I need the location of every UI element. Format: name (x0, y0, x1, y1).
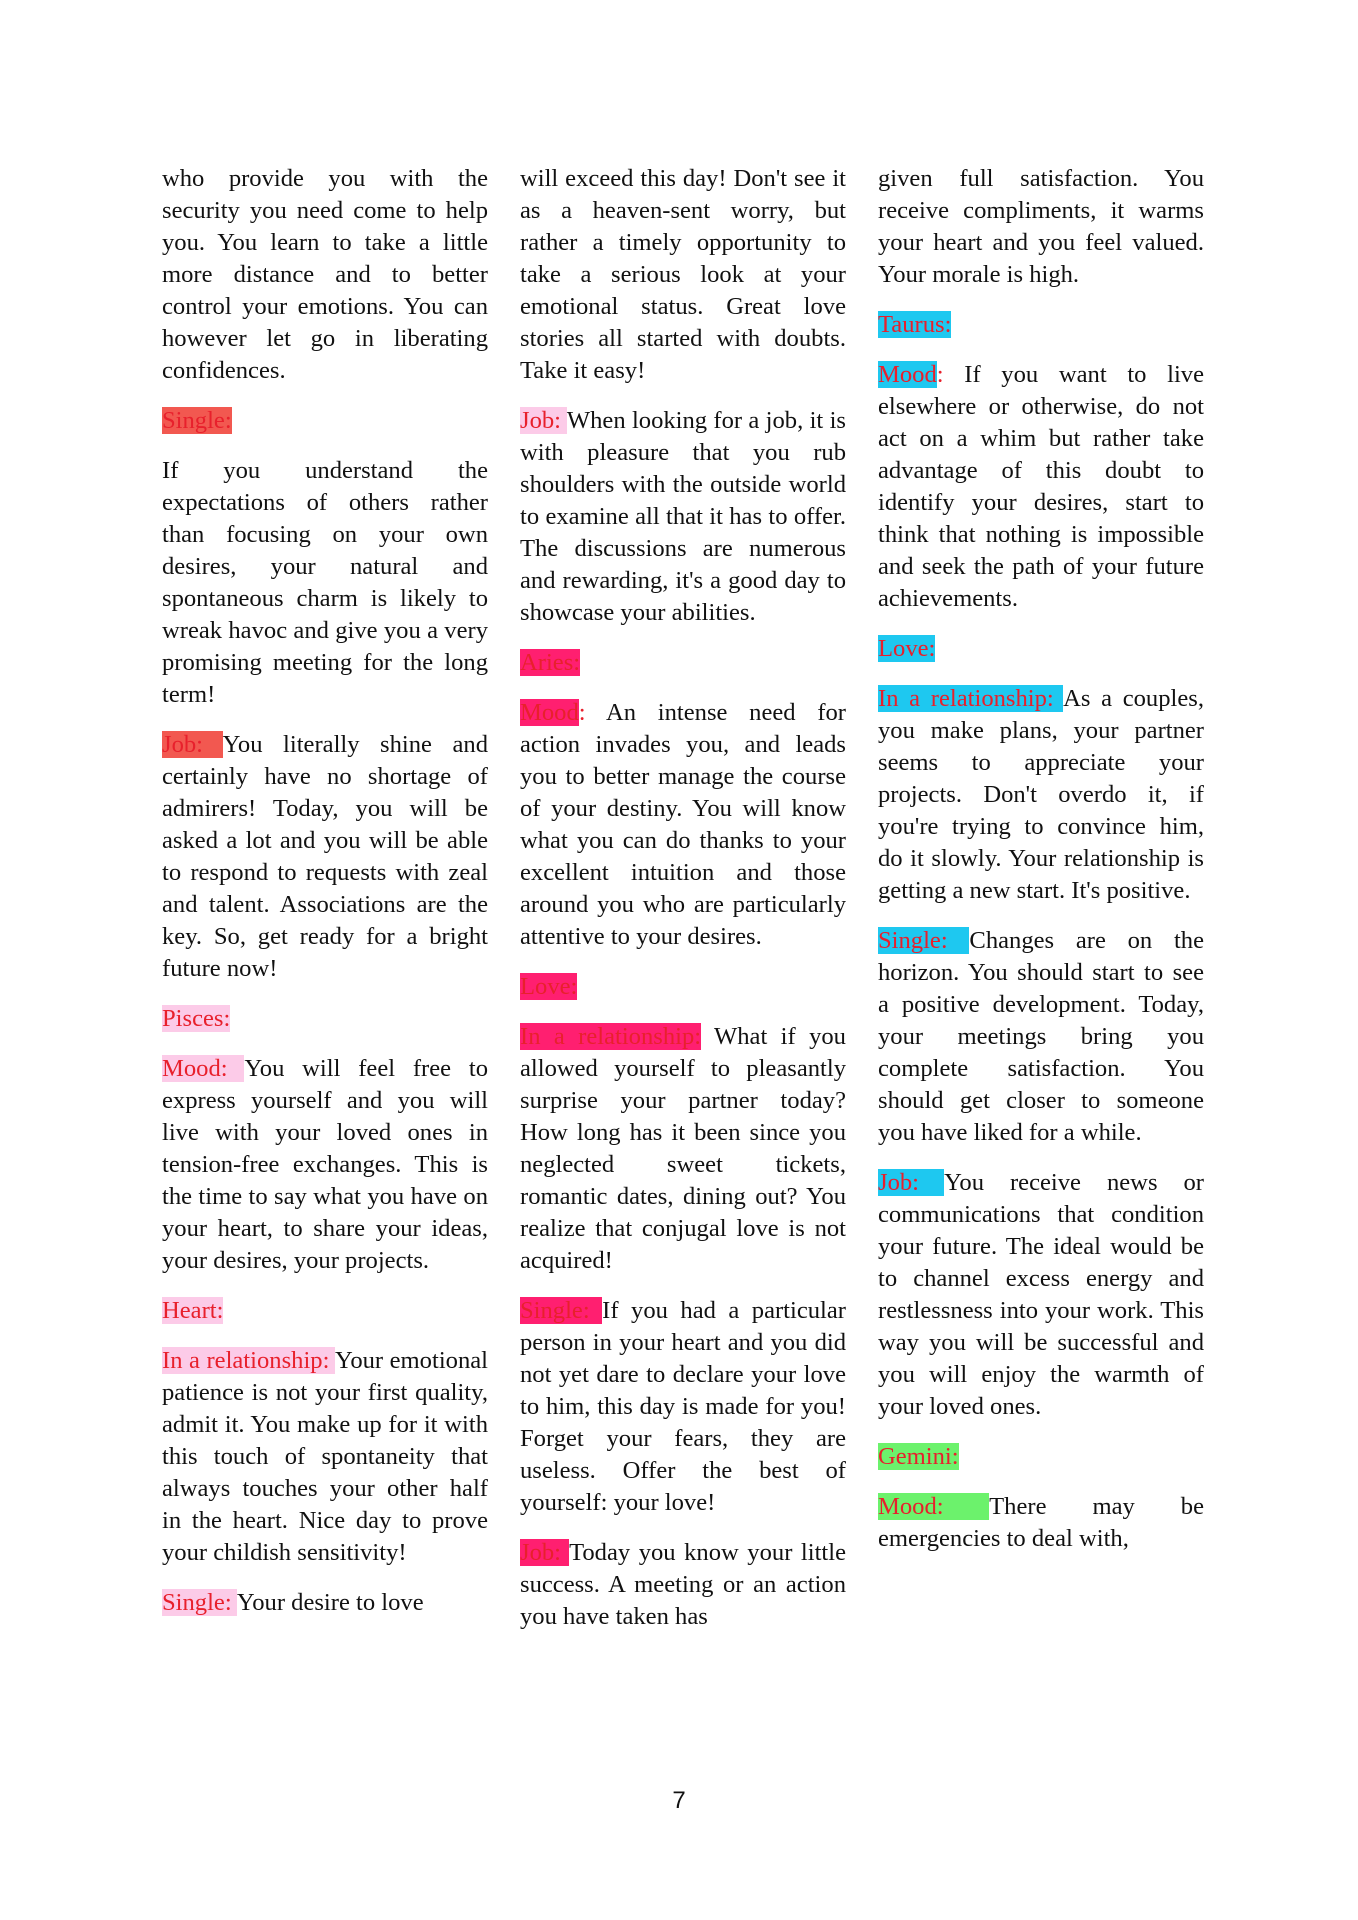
paragraph (520, 405, 846, 629)
mood-label: Mood (520, 699, 579, 726)
relationship-label: In a relationship: (878, 685, 1064, 712)
section-heading (878, 309, 1204, 341)
mood-label: Mood: (162, 1055, 245, 1082)
job-label: Job: (520, 1539, 570, 1566)
single-label: Single: (520, 1297, 603, 1324)
taurus-label: Taurus: (878, 311, 952, 338)
single-label: Single: (162, 407, 232, 434)
paragraph (878, 925, 1204, 1149)
paragraph-text: Your emotional patience is not your first quality, admit it. You make up for it with this touch of spontaneity that always touches your other half in the heart. Nice day to prove your childish sensitivity! (162, 1347, 488, 1566)
paragraph (520, 1537, 846, 1633)
job-label: Job: (878, 1169, 945, 1196)
paragraph-text: will exceed this day! Don't see it as a heaven-sent worry, but rather a timely opportunity to take a serious look at your emotional status. Great love stories all started with doubts. Take it easy! (520, 165, 846, 384)
gemini-label: Gemini: (878, 1443, 959, 1470)
job-label: Job: (162, 731, 223, 758)
column-3 (878, 163, 1204, 1573)
paragraph-text: There may be emergencies to deal with, (878, 1493, 1205, 1552)
column-1 (162, 163, 488, 1637)
love-label: Love: (520, 973, 578, 1000)
paragraph (878, 1491, 1204, 1555)
pisces-label: Pisces: (162, 1005, 231, 1032)
paragraph-text: If you understand the expectations of others rather than focusing on your own desires, your natural and spontaneous charm is likely to wreak havoc and give you a very promising meeting for the long term! (162, 457, 488, 708)
job-label: Job: (520, 407, 567, 434)
heart-label: Heart: (162, 1297, 224, 1324)
single-label: Single: (878, 927, 970, 954)
paragraph-text: given full satisfaction. You receive compliments, it warms your heart and you feel valued. Your morale is high. (878, 165, 1204, 288)
section-heading (520, 647, 846, 679)
paragraph-text: Your desire to love (236, 1589, 424, 1616)
paragraph-text: You receive news or communications that condition your future. The ideal would be to channel excess energy and restlessness into your work. This way you will be successful and you will enjoy the warmth of your loved ones. (878, 1169, 1205, 1420)
paragraph (520, 697, 846, 953)
paragraph (878, 359, 1204, 615)
paragraph-text: You will feel free to express yourself and you will live with your loved ones in tension-free exchanges. This is the time to say what you have on your heart, to share your ideas, your desires, your projects. (162, 1055, 489, 1274)
paragraph-text: Today you know your little success. A meeting or an action you have taken has (520, 1539, 846, 1630)
section-heading (520, 971, 846, 1003)
aries-label: Aries: (520, 649, 581, 676)
section-heading (878, 633, 1204, 665)
paragraph (162, 455, 488, 711)
section-heading (162, 1003, 488, 1035)
paragraph (878, 163, 1204, 291)
mood-label: Mood (878, 361, 937, 388)
section-heading (878, 1441, 1204, 1473)
column-2 (520, 163, 846, 1651)
paragraph-text: What if you allowed yourself to pleasantly surprise your partner today? How long has it been since you neglected sweet tickets, romantic dates, dining out? You realize that conjugal love is not acquired! (520, 1023, 846, 1274)
section-heading (162, 1295, 488, 1327)
paragraph-text: Changes are on the horizon. You should start to see a positive development. Today, your meetings bring you complete satisfaction. You should get closer to someone you have liked for a while. (878, 927, 1204, 1146)
mood-colon: : (578, 699, 586, 726)
paragraph (520, 163, 846, 387)
page-number: 7 (672, 1787, 686, 1814)
paragraph (162, 163, 488, 387)
paragraph (878, 1167, 1204, 1423)
paragraph (162, 1587, 488, 1619)
paragraph-text: If you want to live elsewhere or otherwise, do not act on a whim but rather take advantage of this doubt to identify your desires, start to think that nothing is impossible and seek the path of your future achievements. (878, 361, 1204, 612)
paragraph (162, 729, 488, 985)
relationship-label: In a relationship: (520, 1023, 702, 1050)
mood-colon: : (936, 361, 944, 388)
paragraph-text: If you had a particular person in your heart and you did not yet dare to declare your love to him, this day is made for you! Forget your fears, they are useless. Offer the best of yourself: your love! (520, 1297, 846, 1516)
paragraph-text: You literally shine and certainly have no shortage of admirers! Today, you will be asked a lot and you will be able to respond to requests with zeal and talent. Associations are the key. So, get ready for a bright future now! (162, 731, 489, 982)
love-label: Love: (878, 635, 936, 662)
paragraph-text: When looking for a job, it is with pleasure that you rub shoulders with the outside world to examine all that it has to offer. The discussions are numerous and rewarding, it's a good day to showcase your abilities. (520, 407, 846, 626)
relationship-label: In a relationship: (162, 1347, 336, 1374)
paragraph-text: An intense need for action invades you, and leads you to better manage the course of your destiny. You will know what you can do thanks to your excellent intuition and those around you who are particularly attentive to your desires. (520, 699, 846, 950)
paragraph (878, 683, 1204, 907)
mood-label: Mood: (878, 1493, 990, 1520)
paragraph-text: As a couples, you make plans, your partner seems to appreciate your projects. Don't overdo it, if you're trying to convince him, do it slowly. Your relationship is getting a new start. It's positive. (878, 685, 1204, 904)
paragraph (520, 1021, 846, 1277)
paragraph-text: who provide you with the security you need come to help you. You learn to take a little more distance and to better control your emotions. You can however let go in liberating confidences. (162, 165, 488, 384)
paragraph (162, 1345, 488, 1569)
paragraph (520, 1295, 846, 1519)
section-heading (162, 405, 488, 437)
paragraph (162, 1053, 488, 1277)
single-label: Single: (162, 1589, 237, 1616)
